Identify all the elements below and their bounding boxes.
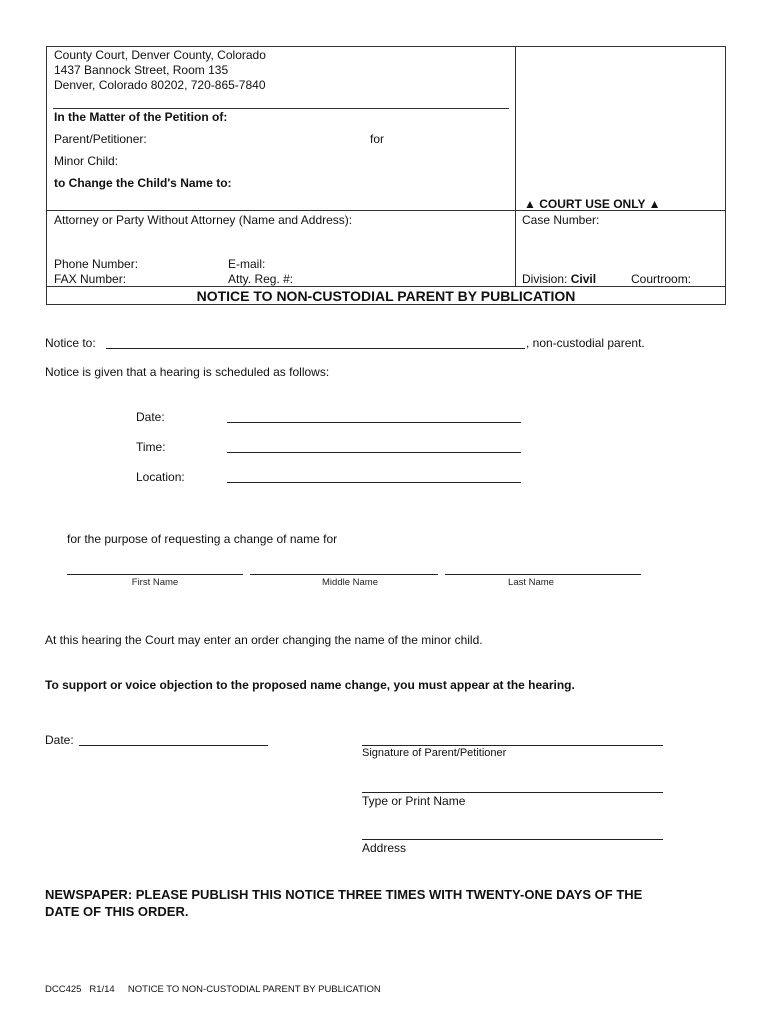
box-top (46, 46, 726, 47)
box-divider-vertical (515, 46, 516, 286)
notice-to-label: Notice to: (45, 336, 96, 350)
attorney-label: Attorney or Party Without Attorney (Name and Address): (54, 213, 353, 227)
order-statement: At this hearing the Court may enter an order changing the name of the minor child. (45, 633, 483, 647)
notice-to-suffix: , non-custodial parent. (526, 336, 645, 350)
box-bottom (46, 304, 726, 305)
objection-statement: To support or voice objection to the proposed name change, you must appear at the hearing. (45, 678, 575, 692)
signature-field[interactable] (362, 745, 663, 746)
last-name-field[interactable] (445, 574, 641, 575)
print-name-field[interactable] (362, 792, 663, 793)
change-name-label: to Change the Child's Name to: (54, 176, 232, 190)
signature-date-field[interactable] (79, 745, 268, 746)
court-city-phone: Denver, Colorado 80202, 720-865-7840 (54, 78, 266, 92)
case-number-label: Case Number: (522, 213, 600, 227)
hearing-time-field[interactable] (227, 452, 521, 453)
court-name: County Court, Denver County, Colorado (54, 48, 266, 62)
division-value: Civil (570, 272, 597, 286)
hearing-location-label: Location: (136, 470, 185, 484)
purpose-statement: for the purpose of requesting a change of name for (67, 532, 338, 546)
hearing-date-field[interactable] (227, 422, 521, 423)
first-name-caption: First Name (131, 577, 179, 588)
middle-name-caption: Middle Name (322, 577, 378, 588)
court-street: 1437 Bannock Street, Room 135 (54, 63, 229, 77)
notice-to-field[interactable] (106, 348, 525, 349)
parent-petitioner-label: Parent/Petitioner: (54, 132, 147, 146)
hearing-date-label: Date: (136, 410, 165, 424)
middle-name-field[interactable] (250, 574, 438, 575)
minor-child-label: Minor Child: (54, 154, 119, 168)
newspaper-instruction-line2: DATE OF THIS ORDER. (45, 904, 189, 919)
court-use-only: ▲ COURT USE ONLY ▲ (524, 197, 661, 211)
fax-label: FAX Number: (54, 272, 127, 286)
division-label: Division: (522, 272, 568, 286)
hearing-location-field[interactable] (227, 482, 521, 483)
box-left (46, 46, 47, 305)
signature-caption: Signature of Parent/Petitioner (362, 747, 507, 759)
phone-label: Phone Number: (54, 257, 139, 271)
hearing-time-label: Time: (136, 440, 166, 454)
first-name-field[interactable] (67, 574, 243, 575)
matter-heading: In the Matter of the Petition of: (54, 110, 228, 124)
newspaper-instruction-line1: NEWSPAPER: PLEASE PUBLISH THIS NOTICE THREE TIMES WITH TWENTY-ONE DAYS OF THE (45, 887, 643, 902)
box-divider-title (46, 286, 726, 287)
address-field[interactable] (362, 839, 663, 840)
hearing-intro: Notice is given that a hearing is scheduled as follows: (45, 365, 330, 379)
last-name-caption: Last Name (508, 577, 554, 588)
matter-separator (53, 108, 509, 109)
for-label: for (370, 132, 385, 146)
email-label: E-mail: (228, 257, 266, 271)
print-name-caption: Type or Print Name (362, 794, 466, 808)
courtroom-label: Courtroom: (631, 272, 692, 286)
document-title: NOTICE TO NON-CUSTODIAL PARENT BY PUBLICATION (196, 288, 576, 304)
division-field (522, 272, 596, 286)
address-caption: Address (362, 841, 407, 855)
atty-reg-label: Atty. Reg. #: (228, 272, 294, 286)
box-right (725, 46, 726, 305)
signature-date-label: Date: (45, 733, 74, 747)
form-footer: DCC425 R1/14 NOTICE TO NON-CUSTODIAL PARENT BY PUBLICATION (45, 984, 381, 995)
